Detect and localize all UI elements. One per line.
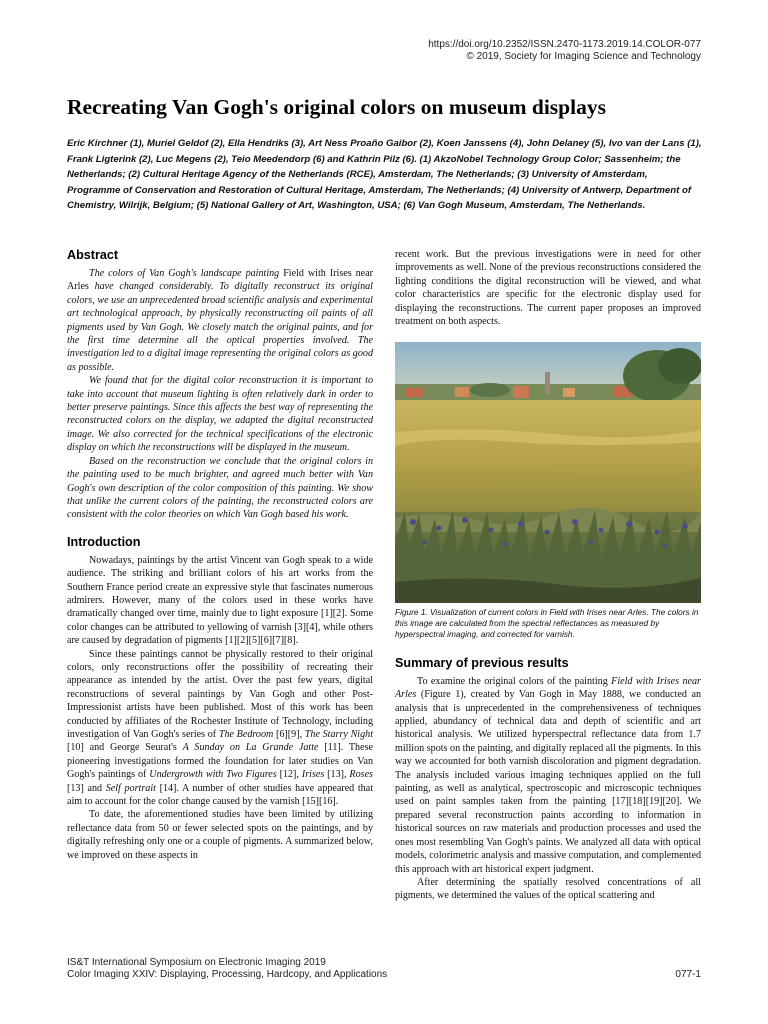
intro-paragraph: Since these paintings cannot be physically restored to their original colors, only reconstructions offer the possibility of recreating their appearance as intended by the artist. Over the past few years, digital reconstructions of several paintings by Van Gogh and other Post-Impressionist artists have been published. Most of this work has been conducted by affiliates of the Rochester Institute of Technology, including investigation of Van Gogh's series of The Bedroom [6][9], The Starry Night [10] and George Seurat's A Sunday on La Grande Jatte [11]. These pioneering investigations formed the foundation for later studies on Van Gogh's paintings of Undergrowth with Two Figures [12], Irises [13], Roses [13] and Self portrait [14]. A number of other studies have appeared that aim to account for the color change caused by the varnish [15][16]. — [67, 648, 374, 808]
footer-symposium: IS&T International Symposium on Electronic Imaging 2019 — [67, 957, 326, 968]
abstract-paragraph: We found that for the digital color reconstruction it is important to take into account that museum lighting is often relatively dark in order to better preserve paintings. Since this affects the best way of representing the reconstructed colors on the display, we adapted the digital reconstructed image. We also corrected for the technical specifications of the electronic display on which the reconstructions will be displayed in the museum. — [67, 375, 373, 454]
doi-link[interactable]: https://doi.org/10.2352/ISSN.2470-1173.2019.14.COLOR-077 — [428, 39, 701, 50]
author-list: Eric Kirchner (1), Muriel Geldof (2), Ella Hendriks (3), Art Ness Proaño Gaibor (2), Koen Janssens (4), John Delaney (5), Ivo van der Lans (1), Frank Ligterink (2), Luc Megens (2), Teio Meedendorp (6) and Kathrin Pilz (6). (1) AkzoNobel Technology Group Color; Sassenheim; the Netherlands; (2) Cultural Heritage Agency of the Netherlands (RCE), Amsterdam, The Netherlands; (3) University of Amsterdam, Programme of Conservation and Restoration of Cultural Heritage, Amsterdam, The Netherlands; (4) University of Antwerp, Department of Chemistry, Wilrijk, Belgium; (5) National Gallery of Art, Washington, USA; (6) Van Gogh Museum, Amsterdam, The Netherlands. — [67, 138, 702, 212]
abstract-paragraph: Based on the reconstruction we conclude that the original colors in the painting used to be much brighter, and agreed much better with Van Gogh's own description of the color composition of this painting. We show that unlike the current colors of the painting, the reconstructed colors are consistent with the color theories on which Van Gogh based his work. — [67, 455, 373, 521]
paper-title: Recreating Van Gogh's original colors on museum displays — [67, 95, 606, 119]
continued-paragraph: recent work. But the previous investigations were in need for other improvements as well. None of the previous reconstructions considered the lighting conditions the digital reconstruction will be viewed, and what color characteristics are specific for the electronic display used for displaying the reconstructions. The current paper proposes an improved treatment on both aspects. — [395, 249, 701, 328]
intro-paragraph: To date, the aforementioned studies have been limited by utilizing reflectance data from 50 or fewer selected spots on the paintings, and by digitally refreshing only one or a couple of pigments. A summarized below, we improved on these aspects in — [67, 809, 373, 861]
page-number: 077-1 — [675, 969, 701, 980]
summary-paragraph: After determining the spatially resolved concentrations of all pigments, we determined the values of the optical scattering and — [395, 876, 701, 902]
left-column — [67, 248, 373, 862]
summary-section — [395, 656, 701, 903]
copyright-line: © 2019, Society for Imaging Science and Technology — [466, 51, 701, 62]
summary-heading: Summary of previous results — [395, 655, 569, 670]
figure-1-painting — [395, 342, 701, 603]
conference-footer — [67, 957, 387, 981]
intro-paragraph: Nowadays, paintings by the artist Vincent van Gogh speak to a wide audience. The striking and brilliant colors of his art works from the Southern France period create an expressive style that fascinates numerous admirers. However, many of the colors used in these works have dramatically changed over time, mainly due to light exposure [1][2]. Some color changes can be attributed to yellowing of varnish [3][4], while others are caused by degradation of pigments [1][2][5][6][7][8]. — [67, 554, 373, 647]
painting-image — [395, 342, 701, 603]
abstract-heading: Abstract — [67, 248, 119, 262]
introduction-heading: Introduction — [67, 534, 141, 549]
right-column — [395, 248, 701, 903]
abstract-section — [67, 248, 373, 522]
footer-proceedings: Color Imaging XXIV: Displaying, Processing, Hardcopy, and Applications — [67, 969, 388, 980]
running-header — [428, 39, 701, 63]
introduction-section — [67, 535, 373, 862]
figure-1-caption: Figure 1. Visualization of current colors in Field with Irises near Arles. The colors in this image are calculated from the spectral reflectances as measured by hyperspectral imaging, and corrected for varnish. — [395, 607, 699, 640]
summary-paragraph: To examine the original colors of the painting Field with Irises near Arles (Figure 1), created by Van Gogh in May 1888, we conducted an analysis that is unprecedented in the comprehensiveness of techniques applied, abundancy of technical data and depth of scientific and art historical analysis. We utilized hyperspectral reflectance data from 1.7 million spots on the painting, and digitally replaced all the pigments. In this way we accounted for both varnish discoloration and pigment degradation. The analysis included various imaging techniques applied on the full painting, as well as analytical, spectroscopic and microscopic techniques used on paint samples taken from the painting [17][18][19][20]. We prepared several reconstruction paints according to information in historical sources on raw materials and production processes and used the ones most resembling Van Gogh's paints. We analyzed all data with optical models, colorimetric analysis and massive computation, and complemented this approach with art historical expert judgment. — [395, 675, 701, 875]
abstract-paragraph: The colors of Van Gogh's landscape painting Field with Irises near Arles have changed considerably. To digitally reconstruct its original colors, we use an unprecedented broad scientific analysis and experimental art technological approach, by physically reconstructing oil paints of all pigments used by Van Gogh. We closely match the original paints, and for the first time determine all the optical properties involved. The investigation led to a digital image representing the original colors as good as possible. — [67, 268, 373, 373]
